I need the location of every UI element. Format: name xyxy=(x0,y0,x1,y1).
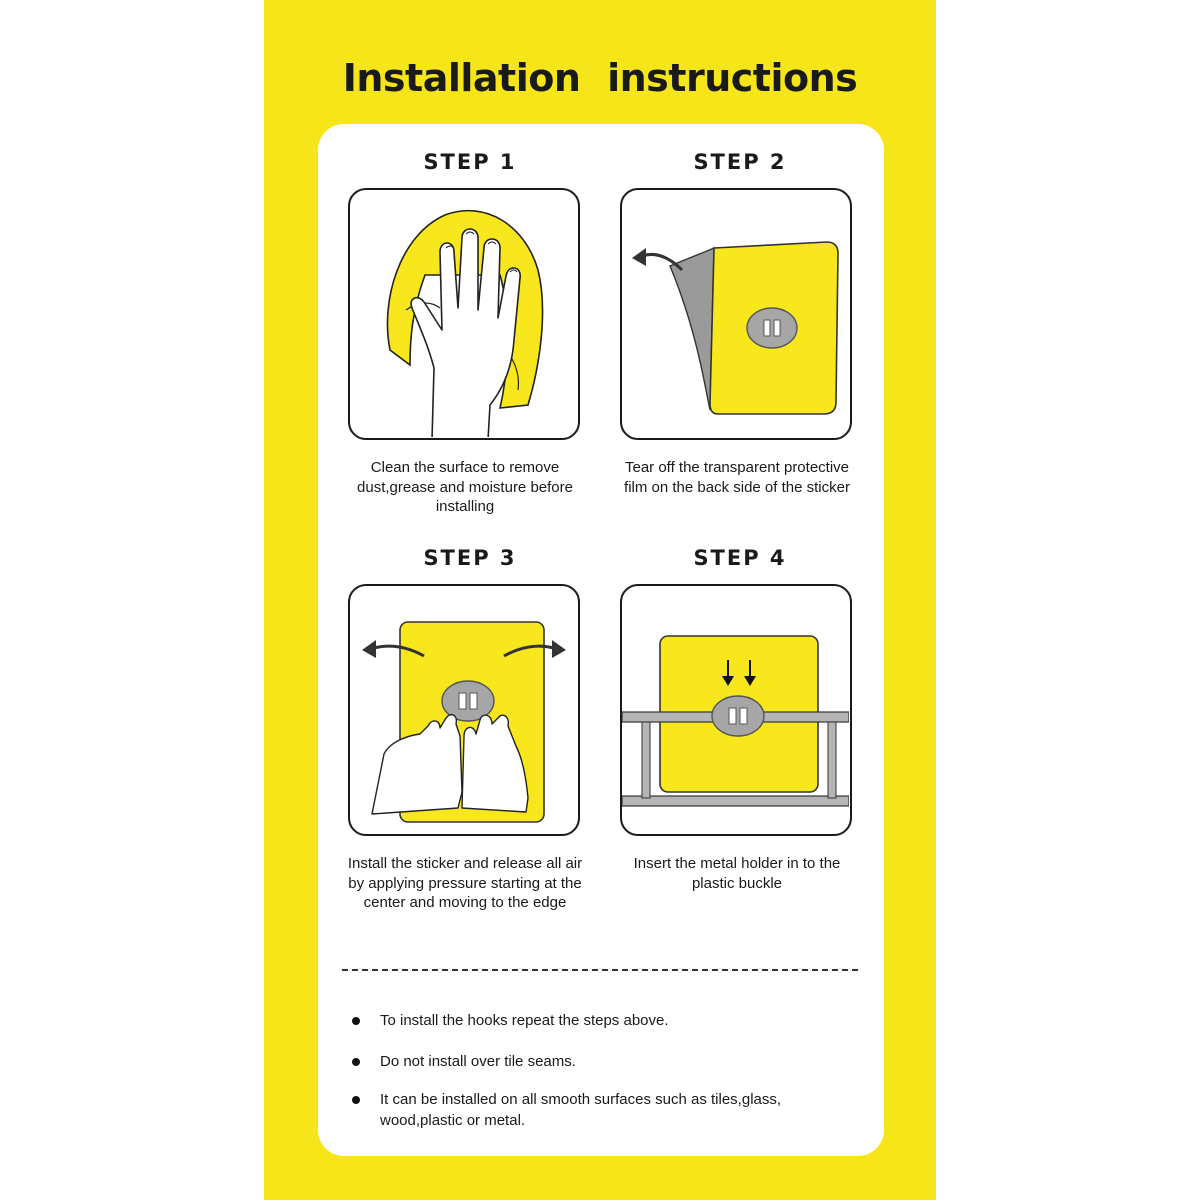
step-4-text: Insert the metal holder in to the plastic buckle xyxy=(633,855,841,892)
step-3-title: STEP 3 xyxy=(423,546,517,570)
step-3-illustration xyxy=(348,584,580,836)
step-4-title: STEP 4 xyxy=(693,546,787,570)
hand-wiping-cloth-icon xyxy=(350,190,577,437)
step-2-text: Tear off the transparent protective film on the back side of the sticker xyxy=(624,459,850,496)
peel-film-icon xyxy=(622,190,849,437)
instruction-panel xyxy=(264,0,936,1200)
press-sticker-icon xyxy=(350,586,577,833)
step-4-illustration xyxy=(620,584,852,836)
bullet-icon xyxy=(352,1096,360,1104)
note-item xyxy=(348,1051,860,1072)
notes-list xyxy=(348,1010,860,1131)
step-1-title: STEP 1 xyxy=(423,150,517,174)
note-item xyxy=(348,1089,860,1131)
note-text: To install the hooks repeat the steps above. xyxy=(380,1012,669,1029)
instruction-card xyxy=(318,124,884,1156)
dashed-divider xyxy=(342,969,858,971)
note-text: It can be installed on all smooth surfaces such as tiles,glass, wood,plastic or metal. xyxy=(380,1091,782,1129)
page-title: Installation instructions xyxy=(342,56,858,100)
step-1-text: Clean the surface to remove dust,grease and moisture before installing xyxy=(357,459,573,515)
bullet-icon xyxy=(352,1017,360,1025)
step-3-text: Install the sticker and release all air by applying pressure starting at the center and moving to the edge xyxy=(347,855,583,911)
note-item xyxy=(348,1010,860,1031)
bullet-icon xyxy=(352,1058,360,1066)
step-2-title: STEP 2 xyxy=(693,150,787,174)
note-text: Do not install over tile seams. xyxy=(380,1053,576,1070)
insert-holder-icon xyxy=(622,586,849,833)
step-2-illustration xyxy=(620,188,852,440)
step-1-illustration xyxy=(348,188,580,440)
